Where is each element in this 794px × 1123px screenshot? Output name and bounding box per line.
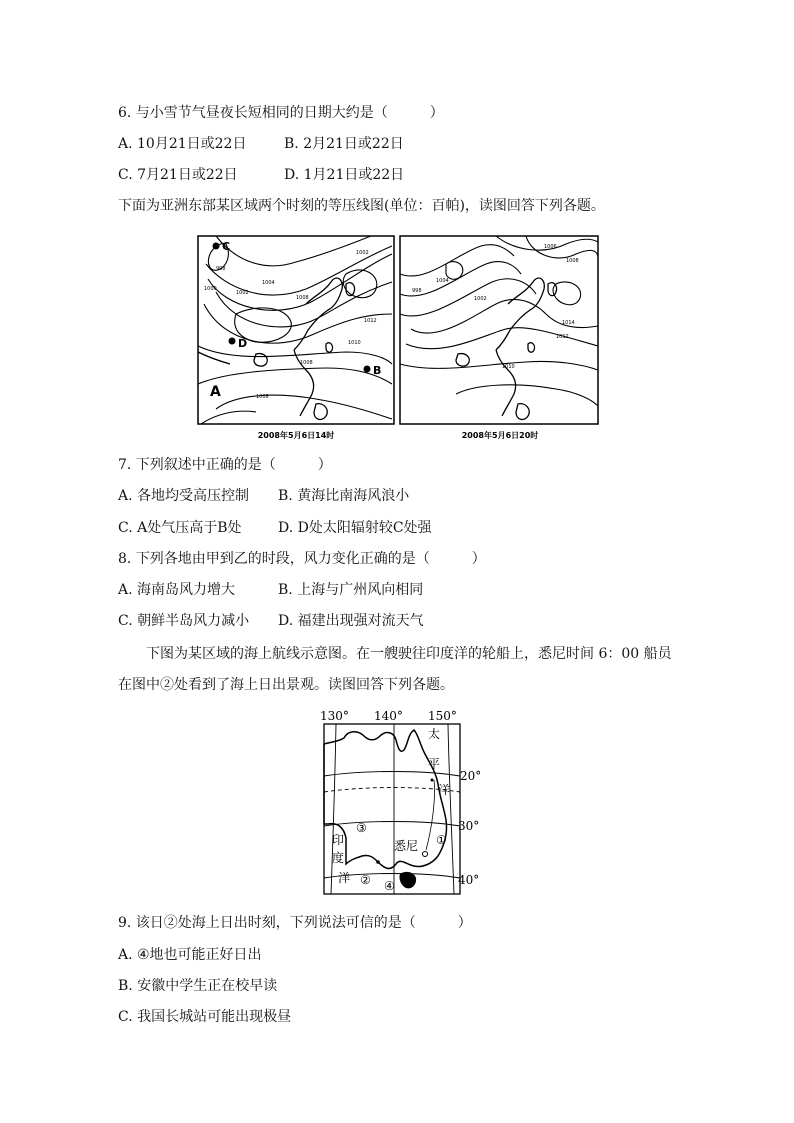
left-isobar-label: 1012	[364, 318, 377, 324]
pacific-label-1: 太	[428, 727, 441, 741]
left-isobar-label: 1008	[256, 394, 269, 400]
left-isobar-label: 998	[216, 266, 226, 272]
left-isobar-label: 1008	[296, 295, 309, 301]
right-isobar-label: 1006	[544, 244, 557, 250]
left-isobar-label: 1004	[262, 280, 275, 286]
marker-3: ③	[356, 821, 367, 835]
left-map-caption: 2008年5月6日14时	[257, 431, 335, 440]
q6-option-c: C. 7月21日或22日	[118, 167, 238, 183]
q8-option-a: A. 海南岛风力增大	[118, 582, 236, 598]
indian-label-1: 印	[332, 833, 345, 847]
q7-option-b: B. 黄海比南海风浪小	[278, 488, 410, 504]
point-c-label: C	[222, 240, 231, 253]
marker-2: ②	[360, 873, 371, 887]
q8-option-d: D. 福建出现强对流天气	[278, 613, 424, 629]
q8-option-c: C. 朝鲜半岛风力减小	[118, 613, 250, 629]
lat-label-20: 20°	[460, 769, 482, 783]
left-isobar-label: 1008	[300, 360, 313, 366]
indian-label-3: 洋	[338, 871, 351, 885]
point-d-marker	[229, 338, 236, 345]
point-c-marker	[213, 243, 220, 250]
point-a-label: A	[210, 384, 221, 400]
q7-options-row1	[118, 487, 410, 505]
point-b-marker	[364, 366, 371, 373]
left-isobar-label: 1002	[356, 250, 369, 256]
left-isobar-label: 1010	[348, 340, 361, 346]
right-isobar-label: 1012	[556, 334, 569, 340]
q8-option-b: B. 上海与广州风向相同	[278, 582, 424, 598]
right-isobar-label: 1004	[436, 278, 449, 284]
point-b-label: B	[373, 364, 382, 377]
left-isobar-label: 1002	[236, 290, 249, 296]
marker-4: ④	[384, 879, 395, 893]
pacific-label-2: 平	[428, 757, 441, 771]
q7-option-a: A. 各地均受高压控制	[118, 488, 250, 504]
lat-label-30: 30°	[458, 819, 480, 833]
q7-option-d: D. D处太阳辐射较C处强	[278, 520, 432, 536]
right-isobar-label: 1014	[562, 320, 575, 326]
lon-label-150: 150°	[428, 709, 457, 723]
q7-options-row2	[118, 519, 432, 537]
q9-option-a: A. ④地也可能正好日出	[118, 947, 262, 963]
sydney-label: 悉尼	[394, 839, 419, 853]
route-map-figure	[314, 708, 490, 898]
intro-route-line2: 在图中②处看到了海上日出景观。读图回答下列各题。	[118, 677, 454, 693]
q8-options-row1	[118, 581, 424, 599]
right-isobar-label: 1002	[474, 296, 487, 302]
right-isobar-label: 998	[412, 288, 422, 294]
q6-option-a: A. 10月21日或22日	[118, 136, 247, 152]
q6-option-b: B. 2月21日或22日	[284, 136, 404, 152]
q6-stem: 6. 与小雪节气昼夜长短相同的日期大约是（ ）	[118, 105, 444, 121]
intro-route-line1: 下图为某区域的海上航线示意图。在一艘驶往印度洋的轮船上，悉尼时间 6：00 船员	[146, 646, 672, 662]
point-2-dot	[376, 860, 380, 864]
q6-options-row2	[118, 166, 405, 184]
right-isobar-label: 1010	[502, 364, 515, 370]
q9-option-b: B. 安徽中学生正在校早读	[118, 978, 278, 994]
q8-stem: 8. 下列各地由甲到乙的时段，风力变化正确的是（ ）	[118, 551, 486, 567]
q6-options-row1	[118, 135, 404, 153]
q7-option-c: C. A处气压高于B处	[118, 520, 242, 536]
q6-option-d: D. 1月21日或22日	[284, 167, 405, 183]
left-isobar-label: 1000	[204, 286, 217, 292]
pacific-label-3: 洋	[438, 783, 451, 797]
lon-label-140: 140°	[374, 709, 403, 723]
q7-stem: 7. 下列叙述中正确的是（ ）	[118, 457, 332, 473]
q8-options-row2	[118, 612, 424, 630]
lat-label-40: 40°	[458, 873, 480, 887]
q9-option-c: C. 我国长城站可能出现极昼	[118, 1009, 292, 1025]
intro-isobar: 下面为亚洲东部某区域两个时刻的等压线图(单位：百帕)，读图回答下列各题。	[118, 198, 605, 214]
q9-stem: 9. 该日②处海上日出时刻，下列说法可信的是（ ）	[118, 915, 472, 931]
marker-1: ①	[436, 833, 447, 847]
right-isobar-label: 1008	[566, 258, 579, 264]
indian-label-2: 度	[332, 851, 345, 865]
lon-label-130: 130°	[320, 709, 349, 723]
point-d-label: D	[238, 337, 248, 350]
sydney-marker	[423, 852, 428, 857]
right-map-caption: 2008年5月6日20时	[461, 431, 539, 440]
isobar-maps-figure	[196, 234, 602, 444]
